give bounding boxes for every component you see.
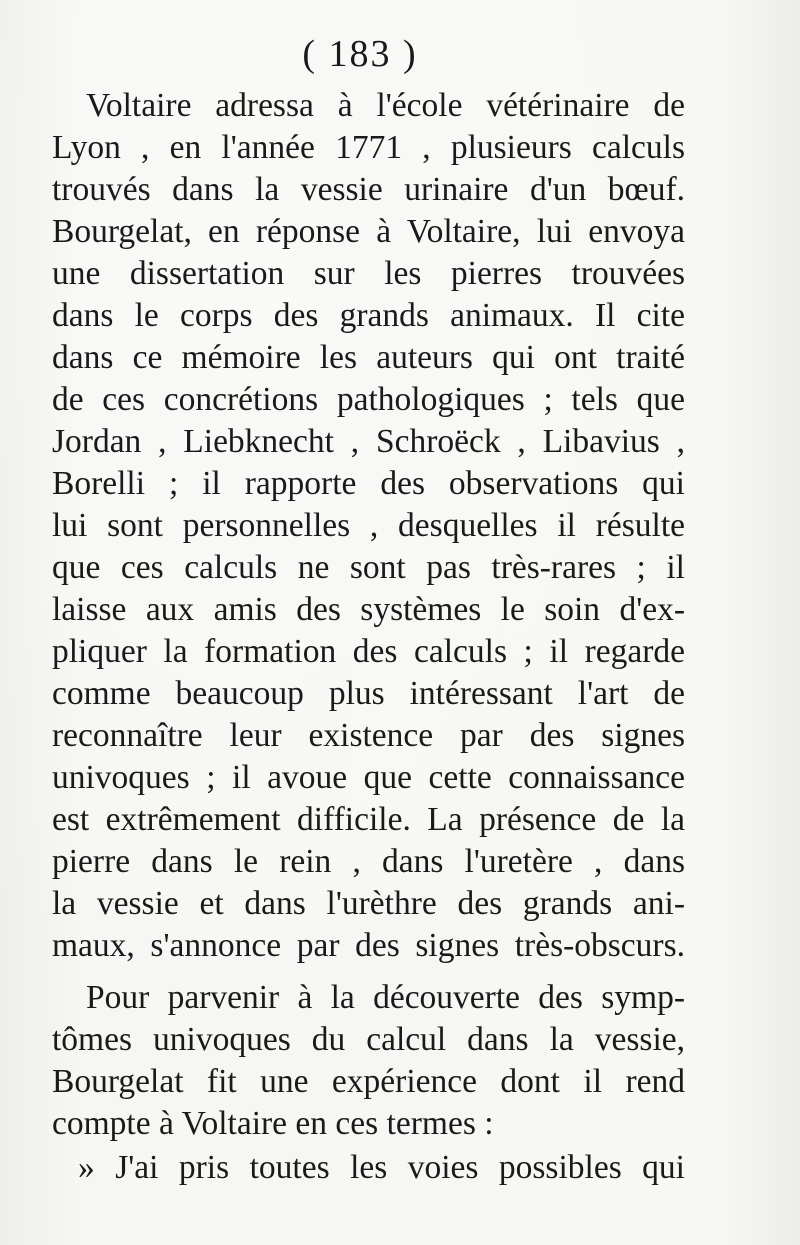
text-line-5: une dissertation sur les pierres trouvées — [52, 255, 685, 292]
text-line-25: compte à Voltaire en ces termes : — [52, 1105, 494, 1142]
text-line-9: Jordan , Liebknecht , Schroëck , Libavius , — [52, 423, 685, 460]
text-line-21: maux, s'annonce par des signes très-obscurs. — [52, 927, 685, 964]
text-line-12: que ces calculs ne sont pas très-rares ; il — [52, 549, 685, 586]
text-line-10: Borelli ; il rapporte des observations qui — [52, 465, 685, 502]
text-line-8: de ces concrétions pathologiques ; tels que — [52, 381, 685, 418]
text-line-15: comme beaucoup plus intéressant l'art de — [52, 675, 685, 712]
text-line-11: lui sont personnelles , desquelles il résulte — [52, 507, 685, 544]
text-line-1: Voltaire adressa à l'école vétérinaire de — [86, 87, 685, 124]
text-line-7: dans ce mémoire les auteurs qui ont traité — [52, 339, 685, 376]
text-line-18: est extrêmement difficile. La présence de la — [52, 801, 685, 838]
text-line-24: Bourgelat fit une expérience dont il rend — [52, 1063, 685, 1100]
text-line-3: trouvés dans la vessie urinaire d'un bœuf. — [52, 171, 685, 208]
text-line-13: laisse aux amis des systèmes le soin d'ex- — [52, 591, 685, 628]
text-line-22: Pour parvenir à la découverte des symp- — [86, 979, 685, 1016]
page-number: ( 183 ) — [302, 33, 418, 75]
text-line-23: tômes univoques du calcul dans la vessie, — [52, 1021, 685, 1058]
text-line-2: Lyon , en l'année 1771 , plusieurs calculs — [52, 129, 685, 166]
text-line-4: Bourgelat, en réponse à Voltaire, lui envoya — [52, 213, 685, 250]
text-line-19: pierre dans le rein , dans l'uretère , dans — [52, 843, 685, 880]
text-line-14: pliquer la formation des calculs ; il regarde — [52, 633, 685, 670]
text-line-16: reconnaître leur existence par des signes — [52, 717, 685, 754]
text-line-26: » J'ai pris toutes les voies possibles qui — [78, 1149, 685, 1186]
text-line-20: la vessie et dans l'urèthre des grands ani- — [52, 885, 685, 922]
text-line-17: univoques ; il avoue que cette connaissance — [52, 759, 685, 796]
text-line-6: dans le corps des grands animaux. Il cite — [52, 297, 685, 334]
